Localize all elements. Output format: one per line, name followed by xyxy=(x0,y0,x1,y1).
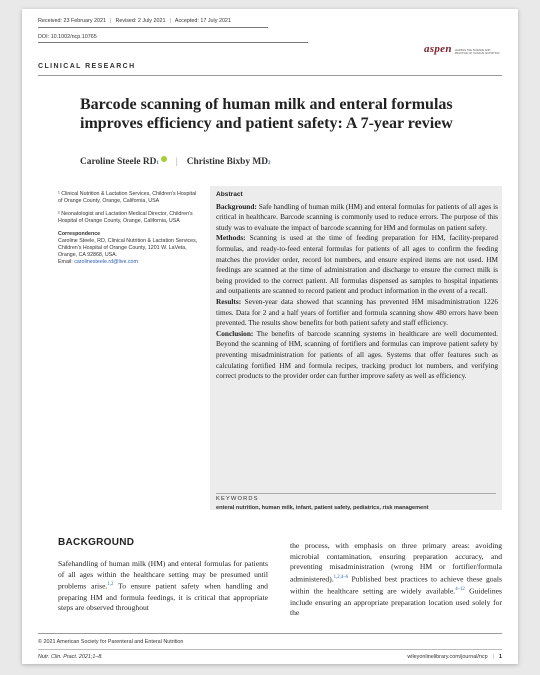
abstract-methods xyxy=(216,233,498,297)
citation-ref[interactable]: 1,2,4–6 xyxy=(333,575,349,581)
aspen-logo xyxy=(424,43,502,63)
author-separator: | xyxy=(175,157,178,167)
accepted-date: Accepted: 17 July 2021 xyxy=(174,18,231,24)
abstract-conclusion xyxy=(216,329,498,382)
abstract-background xyxy=(216,202,498,234)
body-text: Guidelines include ensuring an appropriate preparation location used solely for the xyxy=(290,586,502,618)
author-affiliation-ref-1[interactable]: 1 xyxy=(156,161,159,166)
abstract-methods-label: Methods: xyxy=(216,233,246,243)
email-label: Email: xyxy=(58,259,75,265)
abstract-heading: Abstract xyxy=(216,191,243,198)
received-date: Received: 23 February 2021 xyxy=(38,18,107,24)
body-text: the process, with emphasis on three primary areas: avoiding microbial contamination, ensuring preparation accuracy, and preventing misadministration (wrong HM or fortifier/formula administered). xyxy=(290,541,502,584)
body-text: Safehandling of human milk (HM) and enteral formulas for patients of all ages within the healthcare setting may be presumed until problems arise. xyxy=(58,559,268,591)
correspondence-text: Caroline Steele, RD, Clinical Nutrition & Lactation Services, Children's Hospital of Orange County, 1201 W. LaVeta, Orange, CA 92868, USA. xyxy=(58,238,198,258)
doi[interactable]: DOI: 10.1002/ncp.10765 xyxy=(38,34,97,40)
abstract-conclusion-text: The benefits of barcode scanning systems in healthcare are well documented. Beyond the scanning of HM, scanning of fortifiers and formulas can improve patient safety by preventing misadministration for patients of all ages. Systems that offer features such as calculating fortified HM and formula recipes, tracking product lot numbers, and verifying correct products to the provider order can further improve safety as well as efficiency. xyxy=(216,328,498,381)
article-page xyxy=(22,9,518,664)
citation-ref[interactable]: 1,2 xyxy=(107,582,114,588)
page-number: 1 xyxy=(499,654,502,660)
affiliations xyxy=(58,191,198,272)
abstract-conclusion-label: Conclusion: xyxy=(216,328,254,338)
aspen-logo-word: aspen xyxy=(424,43,452,55)
body-column-2 xyxy=(290,541,502,619)
abstract-background-label: Background: xyxy=(216,201,257,211)
date-separator: | xyxy=(169,18,171,24)
keywords-list: enteral nutrition, human milk, infant, patient safety, pediatrics, risk management xyxy=(216,505,429,511)
author-name-1[interactable]: Caroline Steele RD xyxy=(80,157,157,167)
article-dates xyxy=(38,18,231,24)
author-affiliation-ref-2[interactable]: 2 xyxy=(268,161,271,166)
abstract-results-text: Seven-year data showed that scanning has prevented HM misadministration 1226 times. Data for 2 and a half years of fortifier and formula scanning show 480 errors have been prevented. The results show benefits for both patient safety and staff efficiency. xyxy=(216,296,498,328)
author-name-2[interactable]: Christine Bixby MD xyxy=(186,157,269,167)
email-link[interactable]: carolinesteele.rd@live.com xyxy=(74,259,138,265)
abstract-results-label: Results: xyxy=(216,296,242,306)
abstract-background-text: Safe handling of human milk (HM) and enteral formulas for patients of all ages is critical in healthcare. Barcode scanning is commonly used to reduce errors. The purpose of this study was to evaluate the impact of barcode scanning for HM and formulas on patient safety. xyxy=(216,201,498,232)
citation-ref[interactable]: 4–12 xyxy=(455,587,465,593)
date-separator: | xyxy=(110,18,112,24)
copyright: © 2021 American Society for Parenteral and Enteral Nutrition xyxy=(38,639,184,645)
body-text: To ensure patient safety when handling and preparing HM and formula feedings, it is critical that appropriate steps are observed throughout xyxy=(58,581,268,613)
header-rule xyxy=(38,42,308,43)
journal-url[interactable]: wileyonlinelibrary.com/journal/ncp xyxy=(407,654,488,660)
section-label: CLINICAL RESEARCH xyxy=(38,63,136,70)
section-heading-background: BACKGROUND xyxy=(58,537,135,548)
footer-rule xyxy=(38,649,502,650)
author-line xyxy=(80,157,271,167)
abstract-box xyxy=(210,186,502,510)
affiliation-2: ² Neonatologist and Lactation Medical Director, Children's Hospital of Orange County, Orange, California, USA xyxy=(58,211,193,224)
section-rule xyxy=(38,75,502,76)
article-title: Barcode scanning of human milk and enteral formulas improves efficiency and patient safety: A 7-year review xyxy=(80,96,453,132)
footer-separator: | xyxy=(492,654,494,660)
header-rule xyxy=(38,27,268,28)
keywords-heading: KEYWORDS xyxy=(216,496,259,502)
body-column-1 xyxy=(58,559,268,614)
body-text: Published best practices to achieve these goals within the healthcare setting are widely available. xyxy=(290,574,502,596)
aspen-logo-tagline: LEADING THE SCIENCE AND PRACTICE OF CLINICAL NUTRITION xyxy=(454,49,500,55)
affiliation-1: ¹ Clinical Nutrition & Lactation Services, Children's Hospital of Orange County, Orange, California, USA xyxy=(58,191,197,204)
keywords-rule xyxy=(216,493,496,494)
revised-date: Revised: 2 July 2021 xyxy=(115,18,166,24)
abstract-methods-text: Scanning is used at the time of feeding preparation for HM, facility-prepared formulas, and ready-to-feed enteral formulas for patients of all ages to confirm the feeding matches the provider order, record lot numbers, and ensure expired items are not used. HM feedings are scanned at the time of administration and discharge to ensure the correct milk is being provided to the correct patient. All formulas dispensed as samples to hospital inpatients and outpatients are scanned to record patient and product information in the event of a recall. xyxy=(216,233,498,296)
correspondence-heading: Correspondence xyxy=(58,231,101,237)
abstract-results xyxy=(216,297,498,329)
orcid-icon[interactable] xyxy=(161,156,167,162)
footer-rule xyxy=(38,633,502,634)
footer-right xyxy=(407,654,502,660)
journal-citation: Nutr. Clin. Pract. 2021;1–8. xyxy=(38,654,103,660)
